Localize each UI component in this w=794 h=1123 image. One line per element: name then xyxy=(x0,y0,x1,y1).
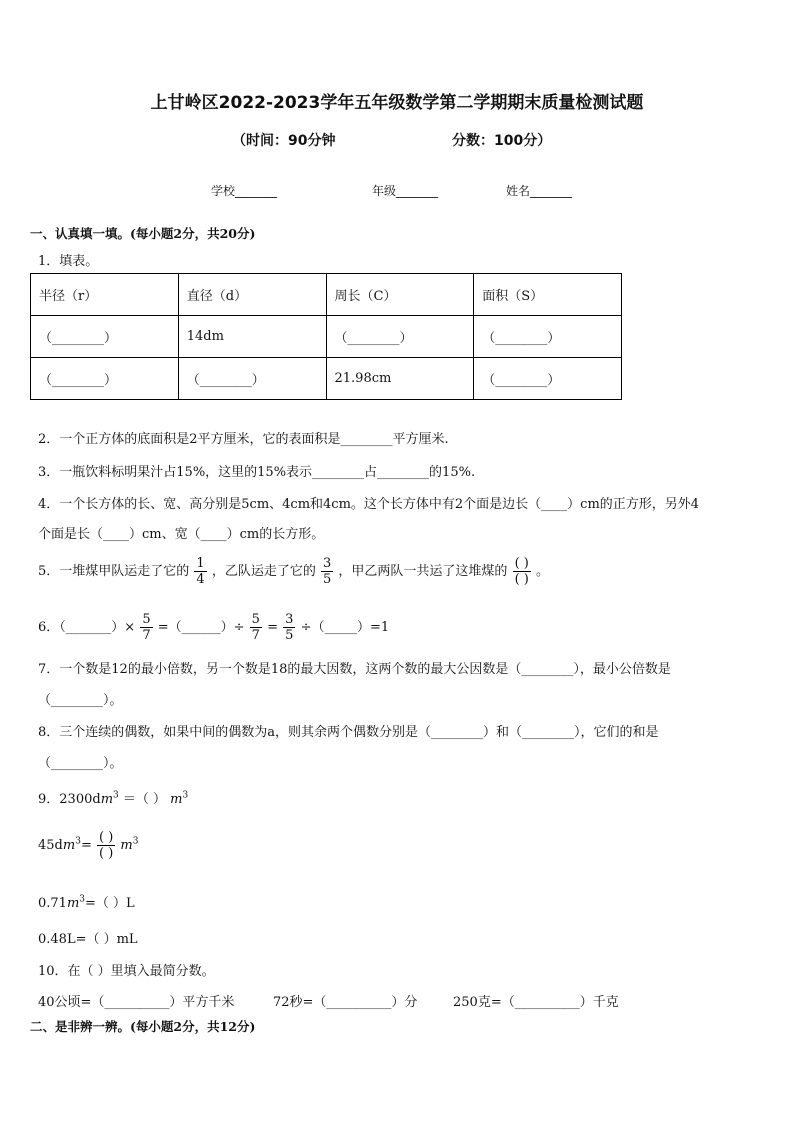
grade-field: 年级_______ xyxy=(372,184,439,198)
question-10-stem: 10．在（ ）里填入最简分数。 xyxy=(38,964,215,979)
table-header-cell: 半径（r） xyxy=(31,274,179,316)
page-title: 上甘岭区2022-2023学年五年级数学第二学期期末质量检测试题 xyxy=(150,93,644,113)
question-4-line-2: 个面是长（____）cm、宽（____）cm的长方形。 xyxy=(38,527,325,542)
superscript: 3 xyxy=(79,894,86,905)
table-cell: （________） xyxy=(31,358,179,400)
superscript: 3 xyxy=(113,790,119,801)
fill-table xyxy=(30,273,622,400)
question-7-line-2: （________）。 xyxy=(38,693,123,708)
section-1-heading: 一、认真填一填。(每小题2分，共20分) xyxy=(30,226,256,241)
table-cell: （________） xyxy=(326,316,474,358)
denominator-blank: ( ) xyxy=(98,846,114,861)
numerator: 5 xyxy=(142,612,151,627)
q6-text-2: =（______）÷ xyxy=(157,620,245,635)
question-2: 2．一个正方体的底面积是2平方厘米，它的表面积是________平方厘米. xyxy=(38,432,449,447)
numerator-blank: ( ) xyxy=(98,830,114,845)
question-8-line-1: 8．三个连续的偶数，如果中间的偶数为a，则其余两个偶数分别是（________）和（________），它们的和是 xyxy=(38,725,659,740)
q5-text-3: ，甲乙两队一共运了这堆煤的 xyxy=(338,564,508,579)
denominator: 5 xyxy=(285,628,294,643)
numerator: 5 xyxy=(251,612,260,627)
question-10-a: 40公顷=（__________）平方千米 xyxy=(38,995,235,1010)
q6-fraction-2 xyxy=(250,612,262,643)
unit-m: m xyxy=(66,896,80,911)
question-9-line-3 xyxy=(38,892,135,911)
q9-text: ＝（ ） xyxy=(122,792,167,807)
q6-fraction-3 xyxy=(283,612,295,643)
denominator: 7 xyxy=(142,628,151,643)
question-7-line-1: 7．一个数是12的最小倍数，另一个数是18的最大因数，这两个数的最大公因数是（________），最小公倍数是 xyxy=(38,662,671,677)
superscript: 3 xyxy=(182,790,189,801)
question-3: 3．一瓶饮料标明果汁占15%，这里的15%表示________占________的15%. xyxy=(38,465,476,480)
q6-fraction-1 xyxy=(140,612,152,643)
q9-text: 9．2300d xyxy=(38,792,101,807)
question-9-line-4: 0.48L=（ ）mL xyxy=(38,932,138,947)
table-header-row xyxy=(31,274,622,316)
superscript: 3 xyxy=(132,836,139,847)
question-5 xyxy=(38,556,549,587)
question-9-line-1 xyxy=(38,788,188,807)
denominator: 7 xyxy=(251,628,260,643)
table-cell: （________） xyxy=(474,316,622,358)
table-header-cell: 周长（C） xyxy=(326,274,474,316)
unit-m: m xyxy=(62,838,76,853)
numerator: 3 xyxy=(323,556,332,571)
denominator: 5 xyxy=(323,572,332,587)
unit-m: m xyxy=(100,792,114,807)
q9-text: = xyxy=(80,838,92,853)
table-cell: （________） xyxy=(178,358,326,400)
unit-m: m xyxy=(170,792,183,807)
q5-fraction-1 xyxy=(194,556,206,587)
q5-text-4: 。 xyxy=(536,564,550,579)
table-cell: 21.98cm xyxy=(326,358,474,400)
denominator-blank: ( ) xyxy=(514,572,529,587)
question-8-line-2: （________）。 xyxy=(38,756,123,771)
table-row xyxy=(31,316,622,358)
q5-answer-fraction xyxy=(513,556,531,587)
numerator: 1 xyxy=(196,556,205,571)
section-2-heading: 二、是非辨一辨。(每小题2分，共12分) xyxy=(30,1019,256,1034)
question-9-line-2 xyxy=(38,830,138,861)
name-field: 姓名_______ xyxy=(506,184,573,198)
q5-text-2: ，乙队运走了它的 xyxy=(211,564,316,579)
unit-m: m xyxy=(120,838,133,853)
q5-fraction-2 xyxy=(321,556,333,587)
q9-fraction xyxy=(97,830,115,861)
numerator-blank: ( ) xyxy=(514,556,529,571)
q9-text: 45d xyxy=(38,838,63,853)
table-row xyxy=(31,358,622,400)
question-10-b: 72秒=（__________）分 xyxy=(273,995,418,1010)
q9-text: 0.71 xyxy=(38,896,67,911)
table-cell: （________） xyxy=(31,316,179,358)
exam-score: 分数：100分） xyxy=(452,133,552,149)
table-header-cell: 直径（d） xyxy=(178,274,326,316)
q6-text-1: 6．（_______）× xyxy=(38,620,136,635)
q9-text: =（ ）L xyxy=(85,896,135,911)
table-header-cell: 面积（S） xyxy=(474,274,622,316)
table-cell: 14dm xyxy=(178,316,326,358)
superscript: 3 xyxy=(75,836,81,847)
question-6 xyxy=(38,612,389,643)
exam-time: （时间：90分钟 xyxy=(232,133,336,149)
q6-text-3: = xyxy=(267,620,278,635)
question-10-c: 250克=（__________）千克 xyxy=(453,995,619,1010)
question-1-stem: 1．填表。 xyxy=(38,254,99,269)
school-field: 学校_______ xyxy=(211,184,278,198)
numerator: 3 xyxy=(285,612,294,627)
question-4-line-1: 4．一个长方体的长、宽、高分别是5cm、4cm和4cm。这个长方体中有2个面是边长（____）cm的正方形，另外4 xyxy=(38,497,700,512)
table-cell: （________） xyxy=(474,358,622,400)
q6-text-4: ÷（_____）=1 xyxy=(300,620,390,635)
denominator: 4 xyxy=(196,572,205,587)
q5-text-1: 5．一堆煤甲队运走了它的 xyxy=(38,564,190,579)
